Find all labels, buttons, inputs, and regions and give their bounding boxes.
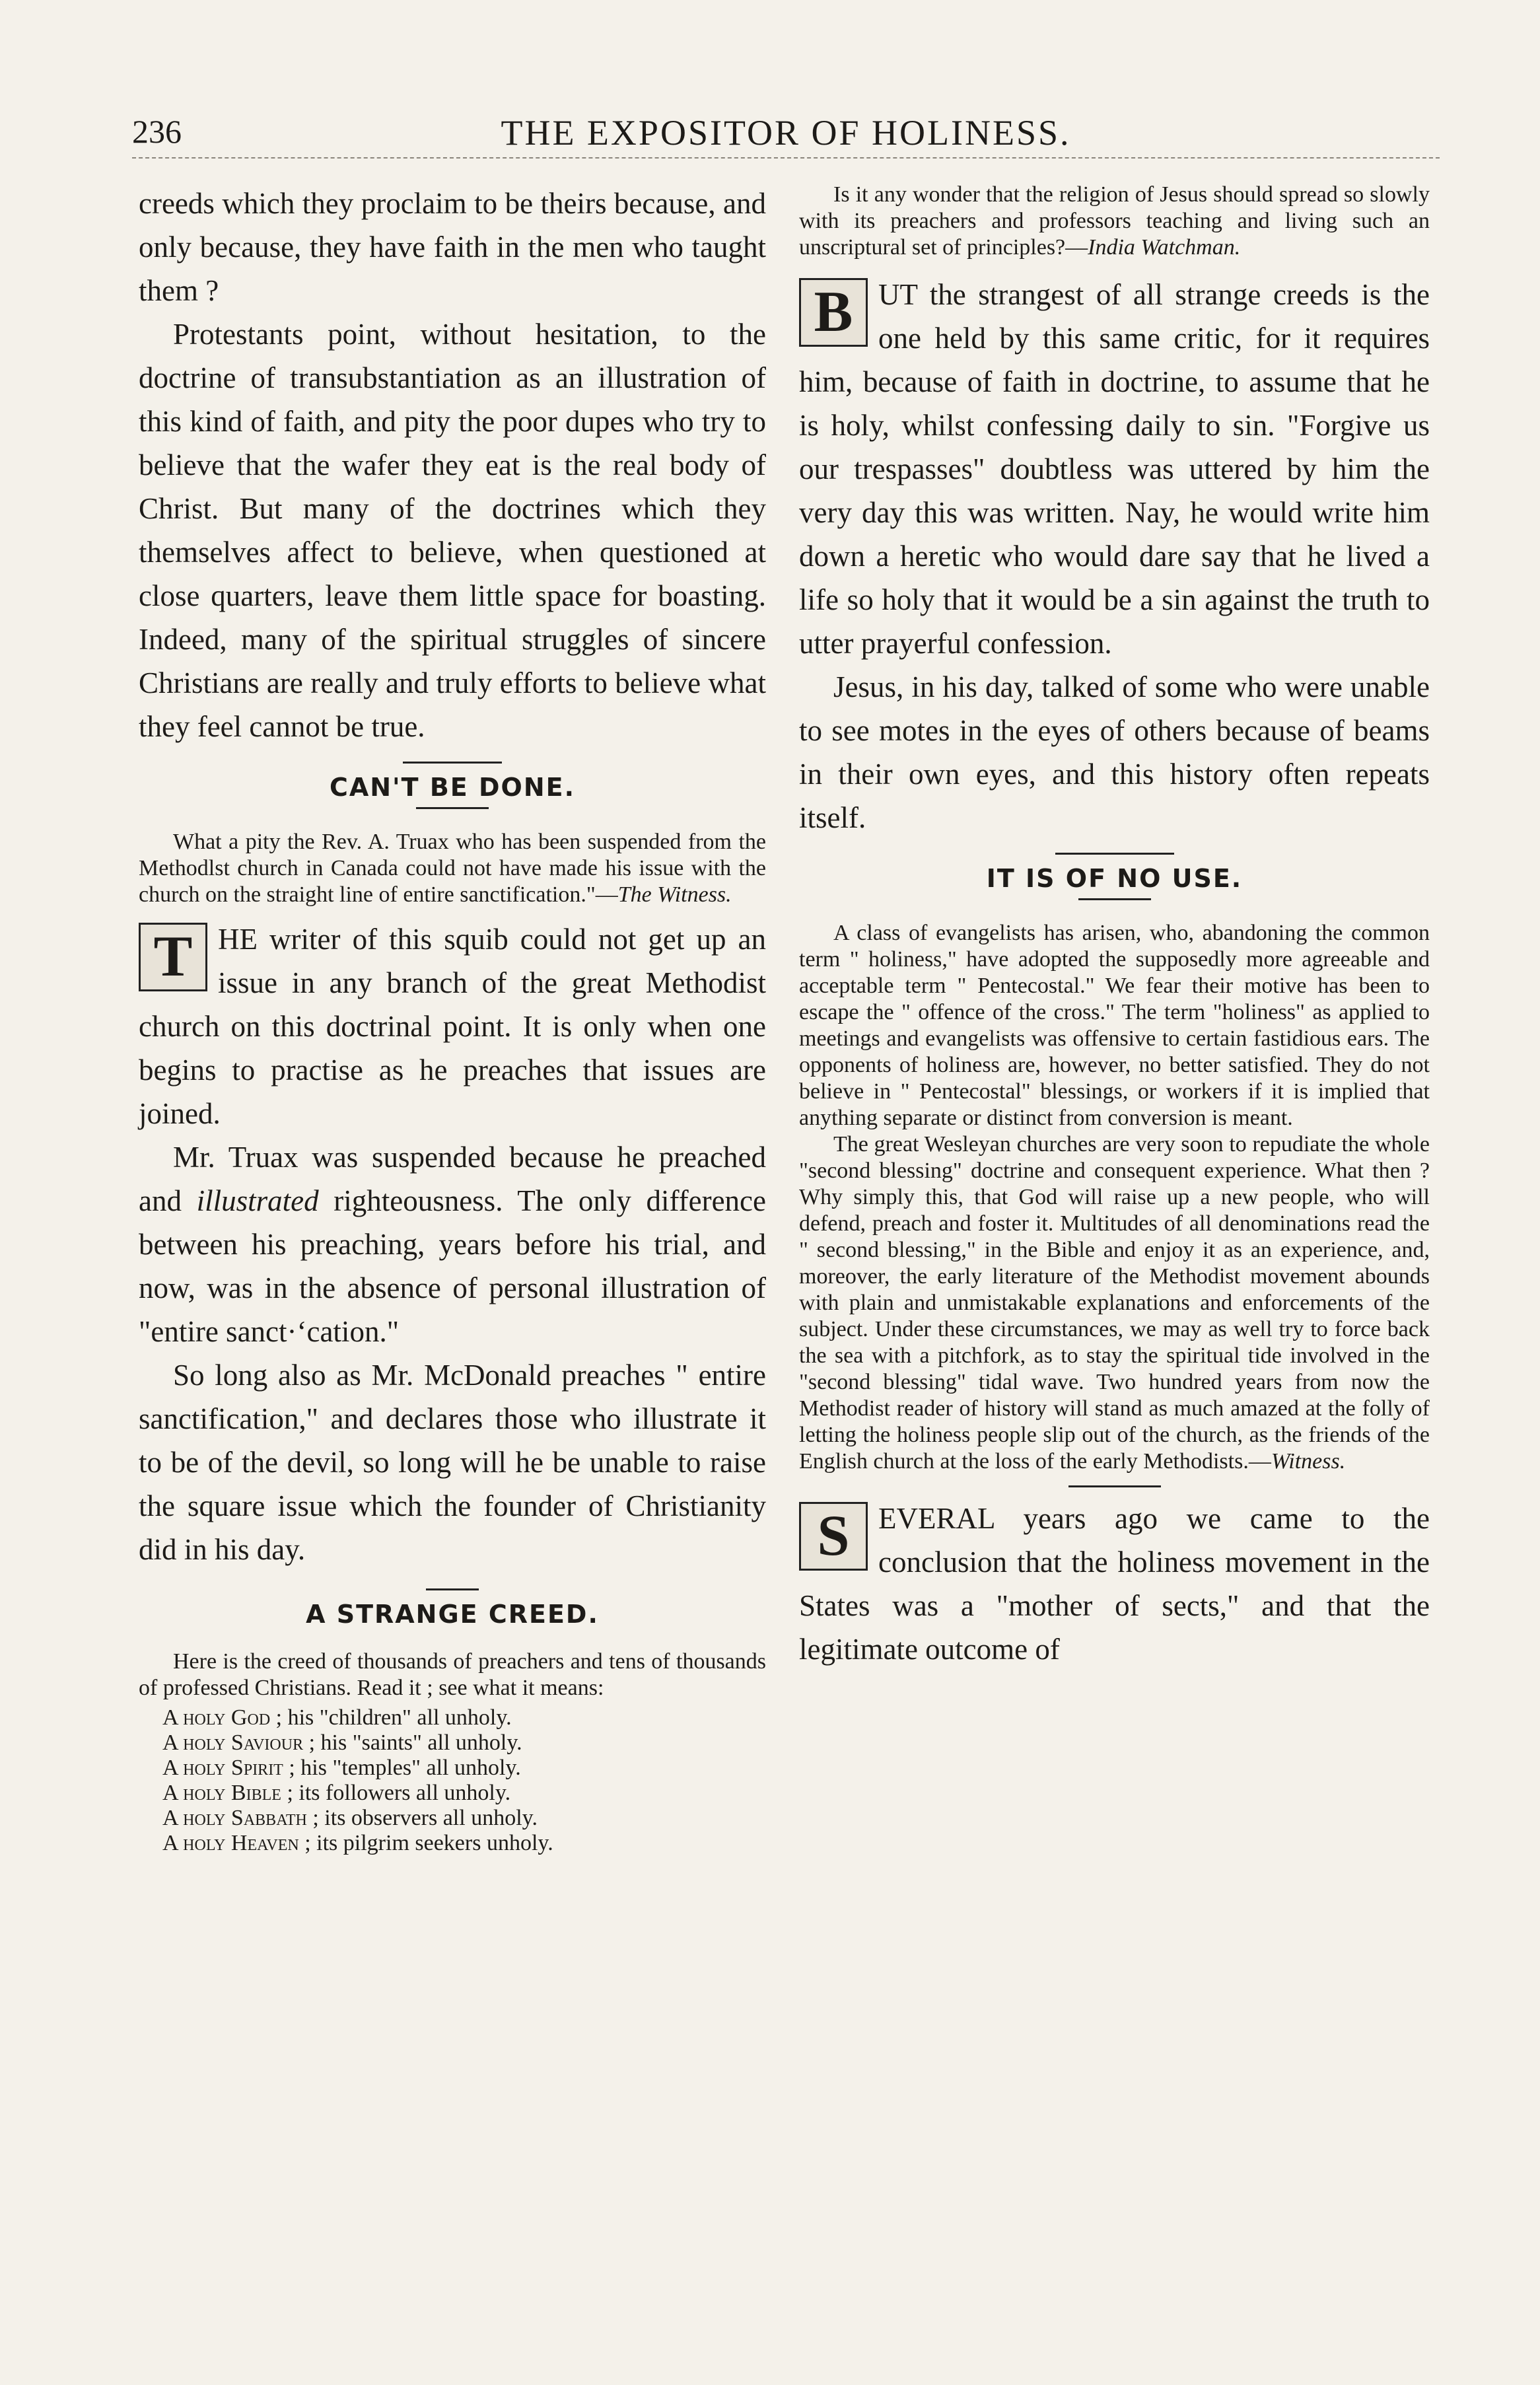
page-number: 236 [132,113,182,150]
creed-list [139,1705,766,1856]
creed-cap: A holy Saviour [162,1730,304,1755]
heading-strange-creed: A STRANGE CREED. [306,1600,599,1629]
heading-rule [1078,898,1151,900]
section-divider [426,1588,479,1590]
paragraph-truax-a: Mr. Truax was suspended because he preached and [139,1141,766,1217]
paragraph-several-text: EVERAL years ago we came to the conclusion that the holiness movement in the States was a "mother of sects," and that the legitimate outcome of [799,1502,1430,1666]
paragraph-jesus: Jesus, in his day, talked of some who were unable to see motes in the eyes of others because of beams in their own eyes, and this history often repeats itself. [799,670,1430,834]
paragraph-truax-b: righteousness. The only difference between his preaching, years before his trial, and now, was in the absence of personal illustration of "entire sanct·‘cation." [139,1184,766,1348]
creed-cap: A holy Sabbath [162,1806,307,1830]
header-rule [132,157,1440,159]
creed-rest: ; his "saints" all unholy. [303,1730,522,1755]
creed-item [162,1705,766,1730]
quote-source: India Watchman. [1088,235,1241,260]
section-divider [1055,853,1174,855]
quote-india-watchman [799,182,1430,261]
creed-cap: A holy God [162,1705,271,1730]
drop-cap-s: S [799,1502,868,1571]
heading-rule [416,807,489,809]
paragraph-wesleyan-text: The great Wesleyan churches are very soon to repudiate the whole "second blessing" doctrine and consequent experience. What then ? Why simply this, that God will raise up a new people, who will defend, preach and foster it. Multitudes of all denominations read the " second blessing," in the Bible and enjoy it as an experience, and, moreover, the early literature of the Methodist movement abounds with plain and unmistakable explanations and enforcements of the subject. Under these circumstances, we may as well try to force back the sea with a pitchfork, as to stay the spiritual tide involved in the "second blessing" tidal wave. Two hundred years from now the Methodist reader of history will stand as much amazed at the folly of letting the holiness people slip out of the church, as the friends of the English church at the loss of the early Methodists.— [799,1132,1430,1474]
creed-item [162,1781,766,1806]
creed-item [162,1730,766,1756]
paragraph-truax-emphasis: illustrated [196,1184,319,1217]
paragraph-writer-text: HE writer of this squib could not get up an issue in any branch of the great Methodist church on this doctrinal point. It is only when one begins to practise as he preaches that issues are joined. [139,923,766,1130]
creed-rest: ; its observers all unholy. [306,1806,538,1830]
quote-source: The Witness. [617,882,732,907]
creed-item [162,1756,766,1781]
creed-intro: Here is the creed of thousands of preachers and tens of thousands of professed Christians. Read it ; see what it means: [139,1649,766,1700]
paragraph-protestants: Protestants point, without hesitation, to the doctrine of transubstantiation as an illustration of this kind of faith, and pity the poor dupes who try to believe that the wafer they eat is the real body of Christ. But many of the doctrines which they themselves affect to believe, when questioned at close quarters, leave them little space for boasting. Indeed, many of the spiritual struggles of sincere Christians are really and truly efforts to believe what they feel cannot be true. [139,318,766,743]
left-column [139,182,766,1856]
creed-cap: A holy Bible [162,1781,281,1805]
drop-cap-t: T [139,923,207,991]
creed-rest: ; his "temples" all unholy. [283,1756,521,1780]
quote-text: Is it any wonder that the religion of Jesus should spread so slowly with its preachers and professors teaching and living such an unscriptural set of principles?— [799,182,1430,260]
creed-item [162,1806,766,1831]
paragraph-truax [139,1135,766,1353]
creed-rest: ; its pilgrim seekers unholy. [298,1831,553,1855]
quote-source: Witness. [1271,1449,1346,1474]
paragraph-wesleyan [799,1131,1430,1475]
running-title: THE EXPOSITOR OF HOLINESS. [501,113,1071,153]
paragraph-strangest-text: UT the strangest of all strange creeds is the one held by this same critic, for it requires him, because of faith in doctrine, to assume that he is holy, whilst confessing daily to sin. "Forgive us our trespasses" doubtless was uttered by him the very day this was written. Nay, he would write him down a heretic who would dare say that he lived a life so holy that it would be a sin against the truth to utter prayerful confession. [799,278,1430,660]
creed-item [162,1831,766,1856]
drop-cap-b: B [799,278,868,347]
paragraph-strangest [799,273,1430,665]
paragraph-several [799,1497,1430,1671]
creed-cap: A holy Heaven [162,1831,299,1855]
quote-text: What a pity the Rev. A. Truax who has been suspended from the Methodlst church in Canada could not have made his issue with the church on the straight line of entire sanctification."— [139,830,766,907]
creed-rest: ; his "children" all unholy. [270,1705,512,1730]
section-divider [1068,1485,1161,1487]
heading-no-use: IT IS OF NO USE. [986,864,1243,893]
section-divider [403,762,502,764]
paragraph-creeds: creeds which they proclaim to be theirs because, and only because, they have faith in the men who taught them ? [139,187,766,307]
heading-cant-be-done: CAN'T BE DONE. [329,773,576,802]
paragraph-mcdonald: So long also as Mr. McDonald preaches " entire sanctification," and declares those who illustrate it to be of the devil, so long will he be unable to raise the square issue which the founder of Christianity did in his day. [139,1359,766,1566]
creed-cap: A holy Spirit [162,1756,283,1780]
paragraph-evangelists: A class of evangelists has arisen, who, abandoning the common term " holiness," have adopted the supposedly more agreeable and acceptable term " Pentecostal." We fear their motive has been to escape the " offence of the cross." The term "holiness" as applied to meetings and evangelists was offensive to certain fastidious ears. The opponents of holiness are, however, no better satisfied. They do not believe in " Pentecostal" blessings, or workers if it is implied that anything separate or distinct from conversion is meant. [799,921,1430,1130]
quote-cant-be-done [139,829,766,908]
paragraph-writer [139,917,766,1135]
creed-rest: ; its followers all unholy. [281,1781,511,1805]
right-column [799,182,1430,1671]
